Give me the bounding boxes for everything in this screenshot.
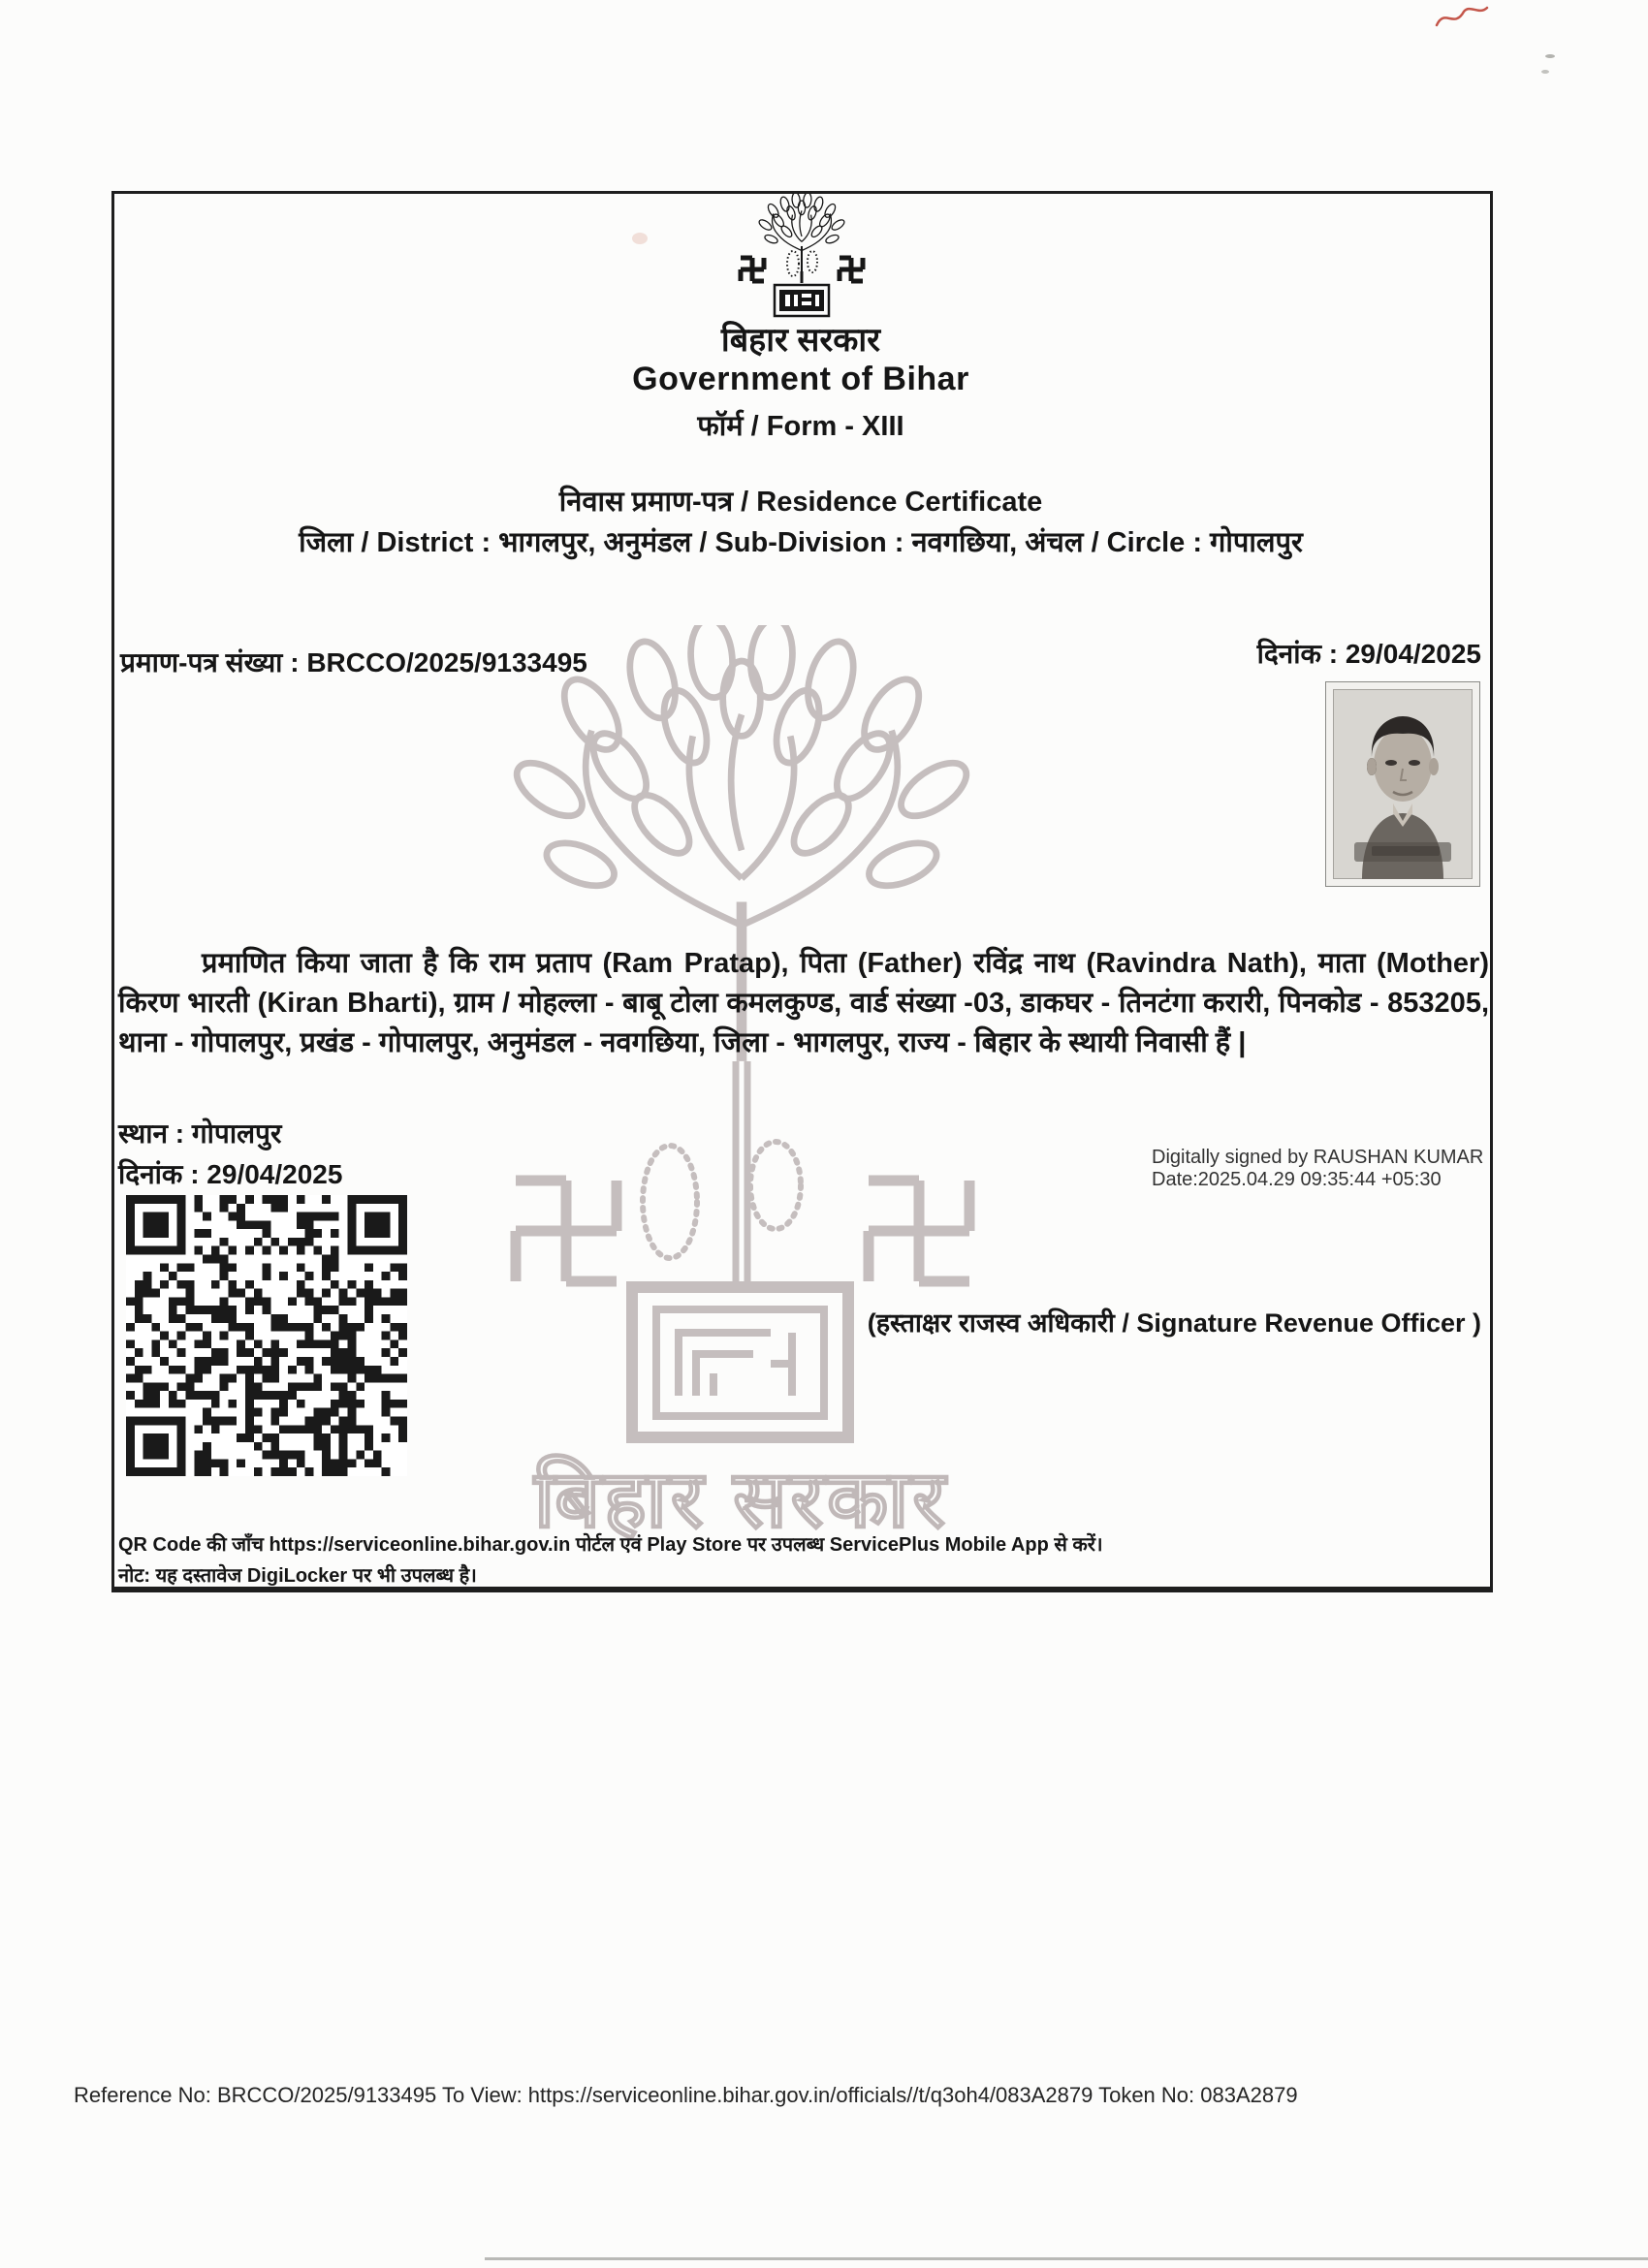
scan-speck (1541, 70, 1549, 74)
qr-code (126, 1195, 407, 1476)
issue-place-line: स्थान : गोपालपुर (118, 1118, 282, 1149)
qr-verification-note: QR Code की जाँच https://serviceonline.bihar.gov.in पोर्टल एवं Play Store पर उपलब्ध ServicePlus Mobile App से करें। (118, 1534, 1103, 1556)
org-name-hindi: बिहार सरकार (720, 322, 881, 359)
red-pen-mark (1433, 2, 1491, 35)
org-name-english: Government of Bihar (632, 361, 969, 397)
signature-officer-line: (हस्ताक्षर राजस्व अधिकारी / Signature Revenue Officer ) (867, 1308, 1481, 1338)
scan-speck (632, 233, 648, 244)
scan-speck (1545, 54, 1555, 58)
scan-edge-line (485, 2257, 1648, 2260)
digital-signature-block (1152, 1147, 1483, 1191)
digilocker-note: नोट: यह दस्तावेज DigiLocker पर भी उपलब्ध है। (118, 1565, 477, 1587)
certificate-body-paragraph: प्रमाणित किया जाता है कि राम प्रताप (Ram Pratap), पिता (Father) रविंद्र नाथ (Ravindra Nath), माता (Mother) किरण भारती (Kiran Bharti), ग्राम / मोहल्ला - बाबू टोला कमलकुण्ड, वार्ड संख्या -03, डाकघर - तिनटंगा करारी, पिनकोड - 853205, थाना - गोपालपुर, प्रखंड - गोपालपुर, अनुमंडल - नवगछिया, जिला - भागलपुर, राज्य - बिहार के स्थायी निवासी हैं | (118, 948, 1489, 1058)
certificate-number-line: प्रमाण-पत्र संख्या : BRCCO/2025/9133495 (120, 647, 587, 677)
digital-signature-line1: Digitally signed by RAUSHAN KUMAR (1152, 1147, 1484, 1168)
issue-date-line: दिनांक : 29/04/2025 (118, 1159, 343, 1189)
district-line: जिला / District : भागलपुर, अनुमंडल / Sub-Division : नवगछिया, अंचल / Circle : गोपालपुर (299, 527, 1303, 558)
form-number-line: फॉर्म / Form - XIII (697, 411, 904, 442)
digital-signature-line2: Date:2025.04.29 09:35:44 +05:30 (1152, 1169, 1442, 1190)
reference-line: Reference No: BRCCO/2025/9133495 To View: https://serviceonline.bihar.gov.in/officials//t/q3oh4/083A2879 Token No: 083A2879 (74, 2083, 1298, 2107)
certificate-date-line: दिनांक : 29/04/2025 (1256, 639, 1481, 669)
watermark-seal-text: बिहार सरकार (534, 1456, 949, 1544)
bihar-government-emblem (729, 194, 874, 322)
certificate-title: निवास प्रमाण-पत्र / Residence Certificate (558, 487, 1043, 518)
applicant-photo (1325, 681, 1480, 887)
